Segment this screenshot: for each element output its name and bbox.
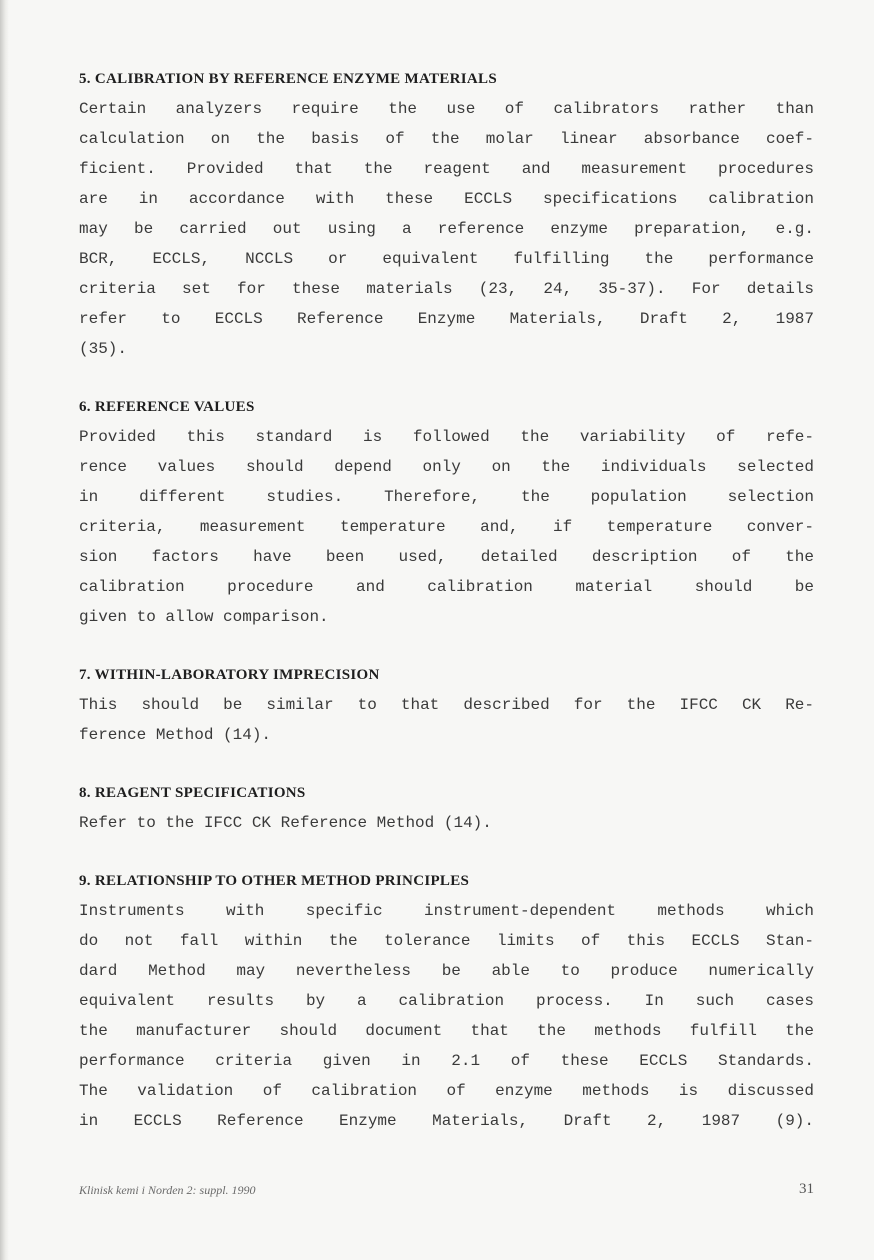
text-line: rence values should depend only on the individuals selected [79,458,814,476]
text-line: equivalent results by a calibration process. In such cases [79,992,814,1010]
text-line: (35). [79,340,128,358]
section-paragraph [79,896,814,1136]
text-line: ficient. Provided that the reagent and measurement procedures [79,160,814,178]
text-line: ference Method (14). [79,726,272,744]
text-line: refer to ECCLS Reference Enzyme Materials, Draft 2, 1987 [79,310,814,328]
text-line: given to allow comparison. [79,608,329,626]
text-line: in ECCLS Reference Enzyme Materials, Draft 2, 1987 (9). [79,1112,814,1130]
page-binding-edge [0,0,9,1260]
section-imprecision [79,660,814,750]
text-line: dard Method may nevertheless be able to produce numerically [79,962,814,980]
text-line: Refer to the IFCC CK Reference Method (14). [79,814,492,832]
section-paragraph [79,808,814,838]
text-line: calibration procedure and calibration material should be [79,578,814,596]
section-reference-values [79,392,814,632]
page-footer [79,1183,814,1207]
section-paragraph [79,422,814,632]
text-line: This should be similar to that described for the IFCC CK Re- [79,696,814,714]
text-line: Instruments with specific instrument-dependent methods which [79,902,814,920]
text-line: may be carried out using a reference enzyme preparation, e.g. [79,220,814,238]
text-line: Certain analyzers require the use of calibrators rather than [79,100,814,118]
text-line: performance criteria given in 2.1 of these ECCLS Standards. [79,1052,814,1070]
text-line: BCR, ECCLS, NCCLS or equivalent fulfilling the performance [79,250,814,268]
section-calibration [79,64,814,364]
section-reagent-specifications [79,778,814,838]
page-number: 31 [799,1181,814,1197]
text-line: criteria set for these materials (23, 24, 35-37). For details [79,280,814,298]
journal-citation: Klinisk kemi i Norden 2: suppl. 1990 [79,1183,256,1197]
text-line: are in accordance with these ECCLS specifications calibration [79,190,814,208]
section-heading: 7. WITHIN-LABORATORY IMPRECISION [79,667,380,683]
section-paragraph [79,94,814,364]
text-line: sion factors have been used, detailed description of the [79,548,814,566]
section-relationship [79,866,814,1136]
text-line: in different studies. Therefore, the population selection [79,488,814,506]
section-heading: 6. REFERENCE VALUES [79,399,255,415]
text-line: The validation of calibration of enzyme methods is discussed [79,1082,814,1100]
text-line: the manufacturer should document that the methods fulfill the [79,1022,814,1040]
text-line: calculation on the basis of the molar linear absorbance coef- [79,130,814,148]
text-line: do not fall within the tolerance limits of this ECCLS Stan- [79,932,814,950]
section-heading: 5. CALIBRATION BY REFERENCE ENZYME MATERIALS [79,71,497,87]
section-heading: 8. REAGENT SPECIFICATIONS [79,785,306,801]
text-line: criteria, measurement temperature and, if temperature conver- [79,518,814,536]
section-paragraph [79,690,814,750]
text-line: Provided this standard is followed the variability of refe- [79,428,814,446]
document-body [79,64,814,1164]
section-heading: 9. RELATIONSHIP TO OTHER METHOD PRINCIPLES [79,873,470,889]
